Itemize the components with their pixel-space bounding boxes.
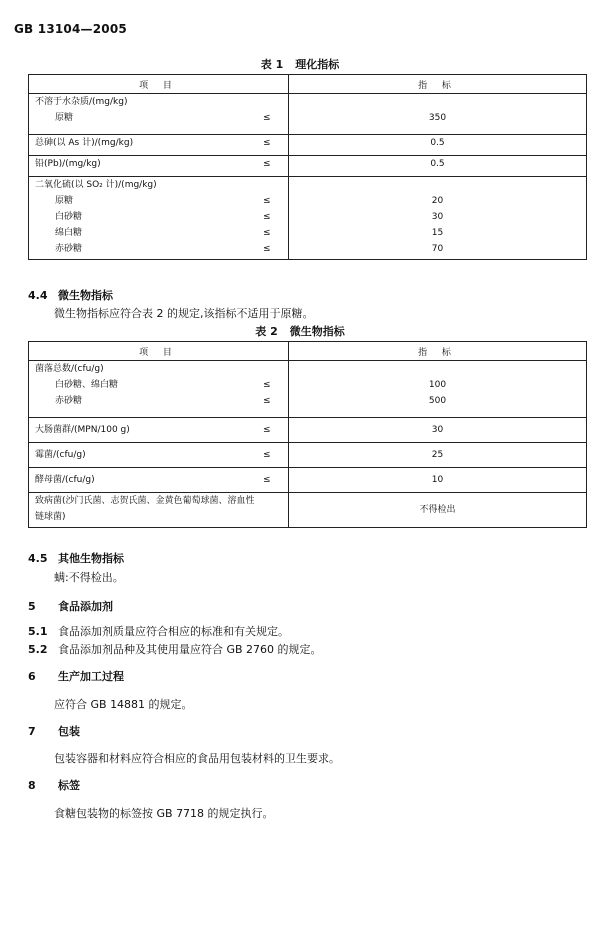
section-6-heading: 6 生产加工过程 bbox=[28, 670, 124, 683]
row-sublabel: 白砂糖 bbox=[55, 212, 83, 222]
row-value: 30 bbox=[431, 212, 444, 222]
row-value: 0.5 bbox=[430, 159, 445, 169]
table2-header-row bbox=[29, 342, 587, 361]
table-row bbox=[29, 493, 587, 528]
table1-caption-number: 表 1 bbox=[260, 58, 284, 71]
table-row bbox=[29, 443, 587, 468]
le-symbol: ≤ bbox=[263, 425, 271, 435]
row-value: 350 bbox=[428, 113, 447, 123]
row-value: 500 bbox=[428, 396, 447, 406]
row-value: 30 bbox=[431, 425, 444, 435]
table2-col-value: 指 标 bbox=[289, 342, 587, 361]
le-symbol: ≤ bbox=[263, 244, 271, 254]
le-symbol: ≤ bbox=[263, 450, 271, 460]
row-value: 100 bbox=[428, 380, 447, 390]
row-sublabel: 原糖 bbox=[55, 113, 74, 123]
row-sublabel: 白砂糖、绵白糖 bbox=[55, 380, 119, 390]
section-5-heading: 5 食品添加剂 bbox=[28, 600, 113, 613]
row-label: 菌落总数/(cfu/g) bbox=[35, 364, 104, 374]
row-label: 总砷(以 As 计)/(mg/kg) bbox=[35, 138, 134, 148]
table1-header-row bbox=[29, 75, 587, 94]
section-4-4-text: 微生物指标应符合表 2 的规定,该指标不适用于原糖。 bbox=[54, 307, 314, 320]
row-label: 酵母菌/(cfu/g) bbox=[35, 475, 95, 485]
row-label: 二氧化硫(以 SO₂ 计)/(mg/kg) bbox=[35, 180, 157, 190]
table-row bbox=[29, 361, 587, 418]
section-5-2: 5.2 食品添加剂品种及其使用量应符合 GB 2760 的规定。 bbox=[28, 643, 322, 656]
row-label: 霉菌/(cfu/g) bbox=[35, 450, 86, 460]
row-value: 0.5 bbox=[430, 138, 445, 148]
le-symbol: ≤ bbox=[263, 396, 271, 406]
row-value: 25 bbox=[431, 450, 444, 460]
row-sublabel: 赤砂糖 bbox=[55, 244, 83, 254]
row-label-line2: 链球菌) bbox=[35, 512, 66, 522]
le-symbol: ≤ bbox=[263, 138, 271, 148]
le-symbol: ≤ bbox=[263, 380, 271, 390]
le-symbol: ≤ bbox=[263, 475, 271, 485]
table1-col-item: 项 目 bbox=[29, 75, 289, 94]
table1 bbox=[28, 74, 587, 260]
table-row bbox=[29, 94, 587, 135]
section-8-heading: 8 标签 bbox=[28, 779, 80, 792]
le-symbol: ≤ bbox=[263, 228, 271, 238]
standard-number: GB 13104—2005 bbox=[14, 22, 127, 36]
row-label: 铅(Pb)/(mg/kg) bbox=[35, 159, 101, 169]
row-label-line1: 致病菌(沙门氏菌、志贺氏菌、金黄色葡萄球菌、溶血性 bbox=[35, 496, 255, 506]
le-symbol: ≤ bbox=[263, 196, 271, 206]
section-5-1: 5.1 食品添加剂质量应符合相应的标准和有关规定。 bbox=[28, 625, 289, 638]
section-6-text: 应符合 GB 14881 的规定。 bbox=[54, 698, 193, 711]
row-label: 大肠菌群/(MPN/100 g) bbox=[35, 425, 130, 435]
table-row bbox=[29, 156, 587, 177]
row-sublabel: 绵白糖 bbox=[55, 228, 83, 238]
section-4-5-heading: 4.5 其他生物指标 bbox=[28, 552, 124, 565]
le-symbol: ≤ bbox=[263, 212, 271, 222]
row-value: 20 bbox=[431, 196, 444, 206]
table-row bbox=[29, 135, 587, 156]
table2-caption-number: 表 2 bbox=[255, 325, 278, 338]
table2-caption-title: 微生物指标 bbox=[289, 325, 345, 338]
section-4-5-text: 螨:不得检出。 bbox=[54, 571, 124, 584]
table-row bbox=[29, 177, 587, 260]
table2-col-item: 项 目 bbox=[29, 342, 289, 361]
row-value: 不得检出 bbox=[419, 505, 456, 515]
row-label: 不溶于水杂质/(mg/kg) bbox=[35, 97, 128, 107]
section-8-text: 食糖包装物的标签按 GB 7718 的规定执行。 bbox=[54, 807, 274, 820]
table2 bbox=[28, 341, 587, 528]
row-value: 70 bbox=[431, 244, 444, 254]
table1-col-value: 指 标 bbox=[289, 75, 587, 94]
row-value: 15 bbox=[431, 228, 444, 238]
table2-caption bbox=[0, 323, 600, 339]
row-value: 10 bbox=[431, 475, 444, 485]
table1-caption-title: 理化指标 bbox=[295, 58, 340, 71]
section-7-heading: 7 包装 bbox=[28, 725, 80, 738]
section-7-text: 包装容器和材料应符合相应的食品用包装材料的卫生要求。 bbox=[54, 752, 340, 765]
table-row bbox=[29, 418, 587, 443]
table1-caption bbox=[0, 56, 600, 72]
section-4-4-heading: 4.4 微生物指标 bbox=[28, 289, 113, 302]
row-sublabel: 赤砂糖 bbox=[55, 396, 83, 406]
row-sublabel: 原糖 bbox=[55, 196, 74, 206]
le-symbol: ≤ bbox=[263, 159, 271, 169]
le-symbol: ≤ bbox=[263, 113, 271, 123]
table-row bbox=[29, 468, 587, 493]
